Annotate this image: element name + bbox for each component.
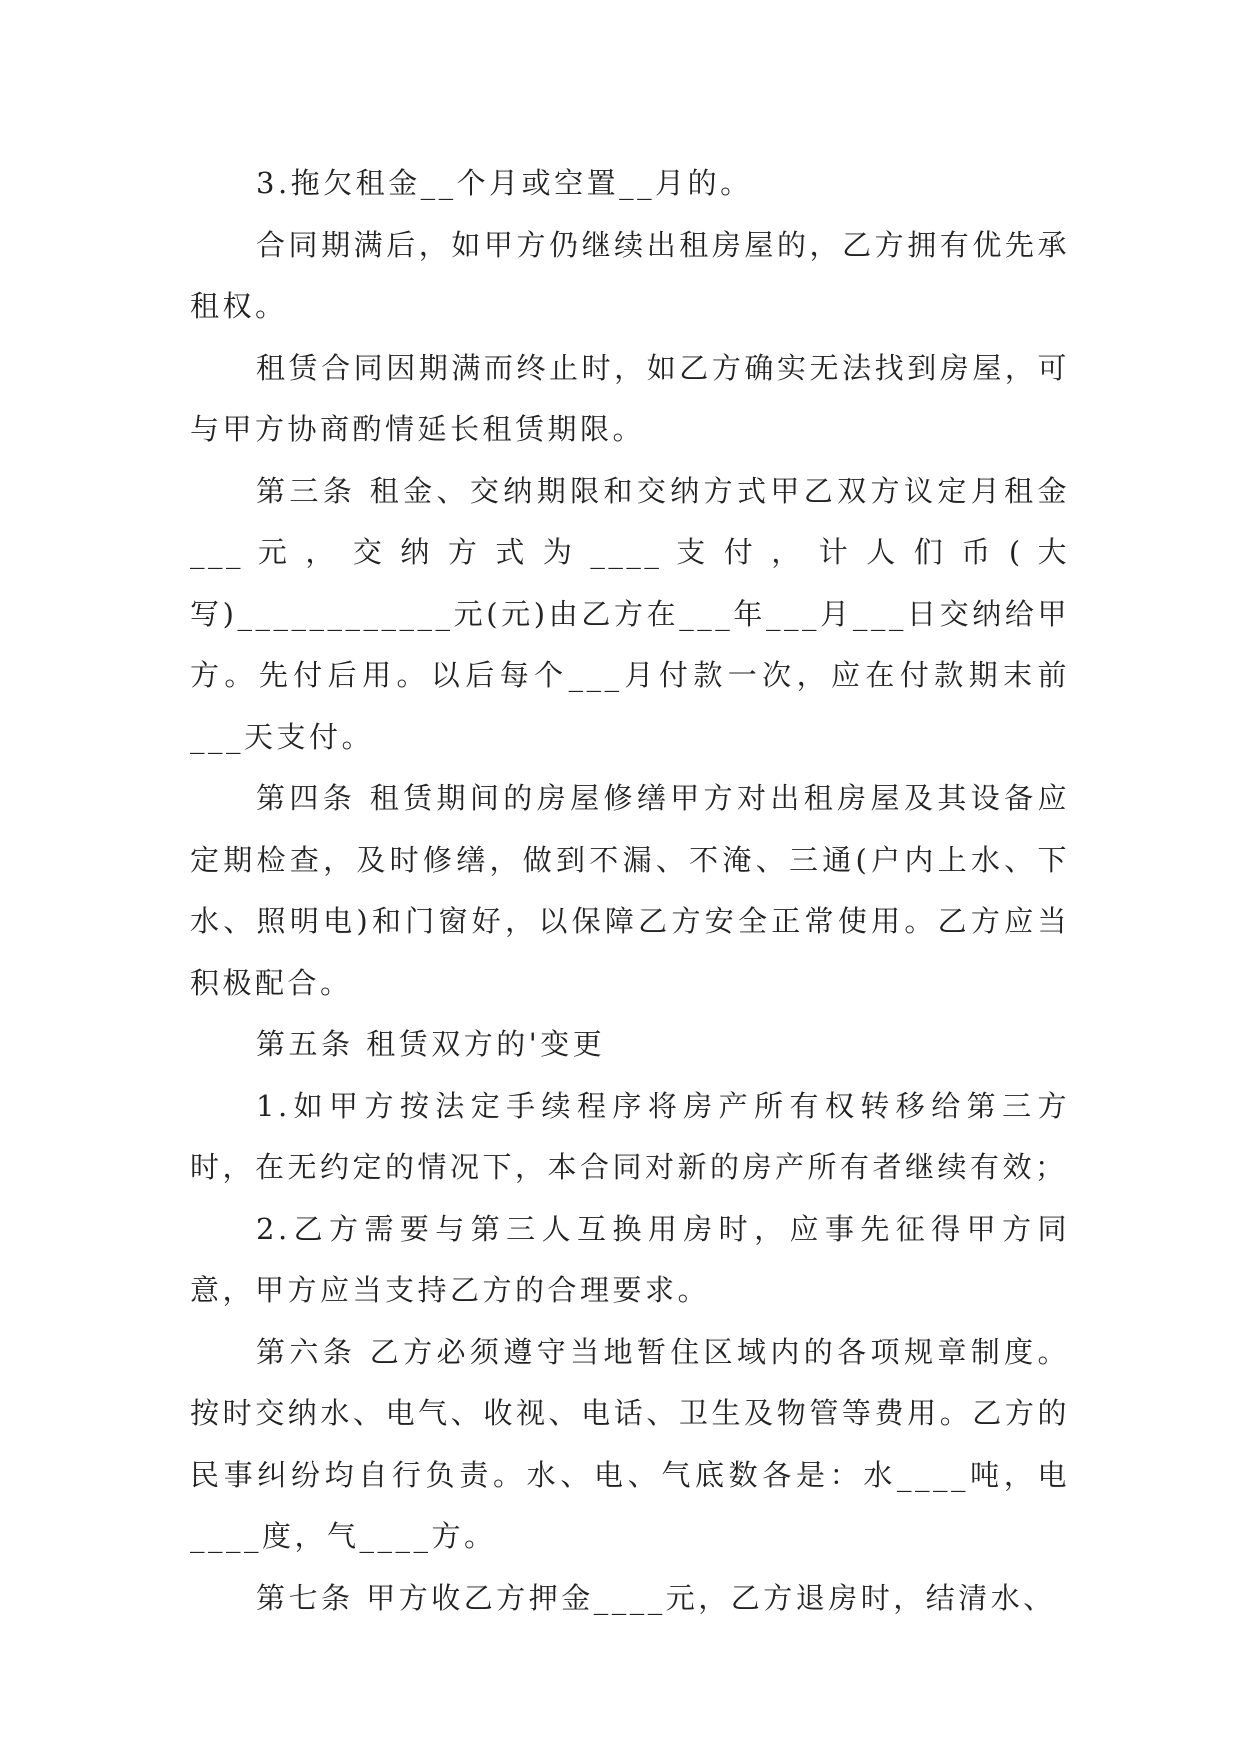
- paragraph-article-4-repairs: 第四条 租赁期间的房屋修缮甲方对出租房屋及其设备应定期检查，及时修缮，做到不漏、不淹、三通(户内上水、下水、照明电)和门窗好，以保障乙方安全正常使用。乙方应当积极配合。: [190, 781, 1070, 1000]
- paragraph-article-6-regulations: 第六条 乙方必须遵守当地暂住区域内的各项规章制度。按时交纳水、电气、收视、电话、卫生及物管等费用。乙方的民事纠纷均自行负责。水、电、气底数各是：水____吨，电____度，气____方。: [190, 1334, 1070, 1553]
- paragraph-article-5-item-2: 2.乙方需要与第三人互换用房时，应事先征得甲方同意，甲方应当支持乙方的合理要求。: [190, 1211, 1070, 1307]
- paragraph-article-5-item-1: 1.如甲方按法定手续程序将房产所有权转移给第三方时，在无约定的情况下，本合同对新的房产所有者继续有效；: [190, 1088, 1070, 1184]
- paragraph-lease-extension: 租赁合同因期满而终止时，如乙方确实无法找到房屋，可与甲方协商酌情延长租赁期限。: [190, 350, 1070, 446]
- paragraph-arrears-clause: 3.拖欠租金__个月或空置__月的。: [256, 166, 753, 200]
- paragraph-article-7-deposit: 第七条 甲方收乙方押金____元，乙方退房时，结清水、: [256, 1580, 1056, 1615]
- paragraph-article-5-heading: 第五条 租赁双方的'变更: [256, 1027, 606, 1061]
- paragraph-article-3-rent: 第三条 租金、交纳期限和交纳方式甲乙双方议定月租金 ___ 元 ， 交 纳 方 式 为 ____ 支 付 ， 计 人 们 币 ( 大写)____________元(元)由乙方在___年___月___日交纳给甲方。先付后用。以后每个___月付款一次，应在付款期末前___天支付。: [190, 473, 1070, 754]
- contract-text: [190, 153, 1070, 1629]
- paragraph-renewal-priority: 合同期满后，如甲方仍继续出租房屋的，乙方拥有优先承租权。: [190, 227, 1070, 323]
